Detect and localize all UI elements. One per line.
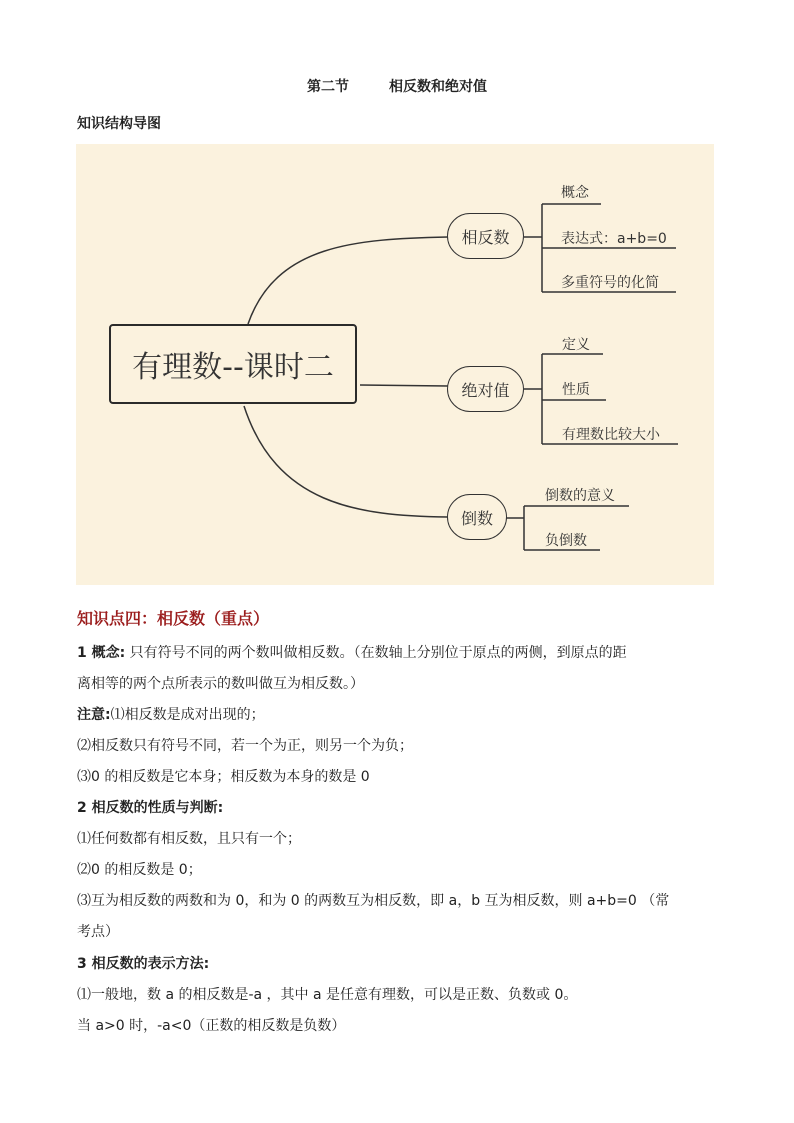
leaf-biaodashi: 表达式：a+b=0 xyxy=(561,231,667,247)
connector-to-daoshu xyxy=(244,406,448,517)
text-line: ⑶0 的相反数是它本身；相反数为本身的数是 0 xyxy=(77,769,370,785)
leaf-daoshu-yiyi: 倒数的意义 xyxy=(545,488,615,504)
text-line: 当 a>0 时，-a<0（正数的相反数是负数） xyxy=(77,1018,346,1034)
leaf-bijiao: 有理数比较大小 xyxy=(562,427,660,443)
knowledge-point-heading: 知识点四：相反数（重点） xyxy=(77,609,270,628)
text-line: ⑴任何数都有相反数，且只有一个； xyxy=(77,831,301,847)
text-line: 考点） xyxy=(77,924,119,940)
text-line: ⑴一般地，数 a 的相反数是-a ，其中 a 是任意有理数，可以是正数、负数或 0。 xyxy=(77,987,578,1003)
text-line: 注意:⑴相反数是成对出现的； xyxy=(77,707,265,723)
branch-juedui: 绝对值 xyxy=(447,366,524,412)
text-line: ⑶互为相反数的两数和为 0，和为 0 的两数互为相反数，即 a，b 互为相反数，则 a+b=0 （常 xyxy=(77,893,670,909)
section-name: 相反数和绝对值 xyxy=(389,79,487,95)
mind-map xyxy=(76,144,714,585)
connector-to-xiangfanshu xyxy=(248,237,448,324)
connector-to-juedui xyxy=(360,385,448,386)
section-number: 第二节 xyxy=(307,79,349,95)
text-line: ⑵相反数只有符号不同，若一个为正，则另一个为负； xyxy=(77,738,413,754)
leaf-xingzhi: 性质 xyxy=(562,382,590,398)
leaf-dingyi: 定义 xyxy=(562,337,590,353)
leaf-gainian: 概念 xyxy=(561,185,589,201)
mindmap-heading: 知识结构导图 xyxy=(77,116,161,132)
text-line: 3 相反数的表示方法: xyxy=(77,956,210,972)
text-line: 1 概念: 只有符号不同的两个数叫做相反数。（在数轴上分别位于原点的两侧，到原点的距 xyxy=(77,645,627,661)
text-line: ⑵0 的相反数是 0； xyxy=(77,862,202,878)
page-title xyxy=(0,76,794,96)
branch-daoshu: 倒数 xyxy=(447,494,507,540)
mind-map-central-node: 有理数--课时二 xyxy=(109,324,357,404)
text-line: 离相等的两个点所表示的数叫做互为相反数。） xyxy=(77,676,364,692)
leaf-fudaoshu: 负倒数 xyxy=(545,533,587,549)
leaf-duochong: 多重符号的化简 xyxy=(561,275,659,291)
branch-xiangfanshu: 相反数 xyxy=(447,213,524,259)
text-line: 2 相反数的性质与判断: xyxy=(77,800,224,816)
